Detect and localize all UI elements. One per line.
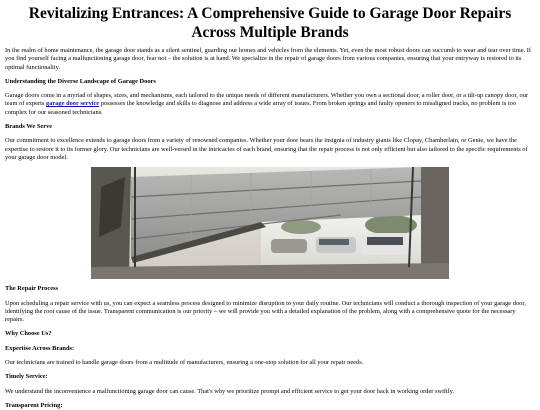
landscape-paragraph: [5, 92, 535, 117]
brands-paragraph: Our commitment to excellence extends to garage doors from a variety of renowned companies. Whether your door bears the insignia of industry giants like Clopay, Chamberlain, or Genie, we have the expertise to restore it to its former glory. Our technicians are well-versed in the intricacies of each brand, ensuring that the repair process is not only efficient but also tailored to the specific requirements of your garage door model.: [5, 137, 528, 161]
expertise-paragraph: Our technicians are trained to handle garage doors from a multitude of manufacturers, ensuring a one-stop solution for all your repair needs.: [5, 359, 364, 367]
why-heading: Why Choose Us?: [5, 330, 52, 338]
intro-paragraph: In the realm of home maintenance, the garage door stands as a silent sentinel, guarding our homes and vehicles from the elements. Yet, even the most robust doors can succumb to wear and tear over time. If you find yourself facing a malfunctioning garage door, fear not – the solution is at hand. We specialize in the repair of garage doors from various companies, ensuring that your entryway is restored to its optimal functionality.: [5, 47, 532, 71]
landscape-heading: Understanding the Diverse Landscape of Garage Doors: [5, 77, 156, 85]
garage-door-service-link[interactable]: garage door service: [46, 100, 100, 108]
page-title: Revitalizing Entrances: A Comprehensive Guide to Garage Door Repairs Across Multiple Brands: [28, 5, 512, 41]
repair-heading: The Repair Process: [5, 285, 59, 293]
expertise-heading: Expertise Across Brands:: [5, 344, 75, 352]
article: [0, 5, 540, 410]
timely-heading: Timely Service:: [5, 373, 48, 381]
landscape-text-after: possesses the knowledge and skills to diagnose and address a wide array of issues. From broken springs and faulty openers to misaligned tracks, no problem is too complex for our seasoned technicians.: [5, 100, 517, 116]
timely-paragraph: We understand the inconvenience a malfunctioning garage door can cause. That's why we prioritize prompt and efficient service to get your door back in working order swiftly.: [5, 387, 454, 395]
repair-paragraph: Upon scheduling a repair service with us, you can expect a seamless process designed to minimize disruption to your daily routine. Our technicians will conduct a thorough inspection of your garage door, identifying the root cause of the issue. Transparent communication is our priority – we will provide you with a detailed explanation of the problem, along with a comprehensive quote for the necessary repairs.: [5, 299, 526, 324]
garage-door-photo-container: [5, 167, 535, 279]
broken-garage-door-photo: [91, 167, 449, 279]
brands-heading: Brands We Serve: [5, 123, 53, 131]
landscape-text-before: Garage doors come in a myriad of shapes, sizes, and mechanisms, each tailored to the unique needs of different manufacturers. Whether you own a sectional door, a roller door, or a tilt-up canopy door, our team of experts: [5, 92, 529, 108]
transparent-heading: Transparent Pricing:: [5, 401, 63, 409]
